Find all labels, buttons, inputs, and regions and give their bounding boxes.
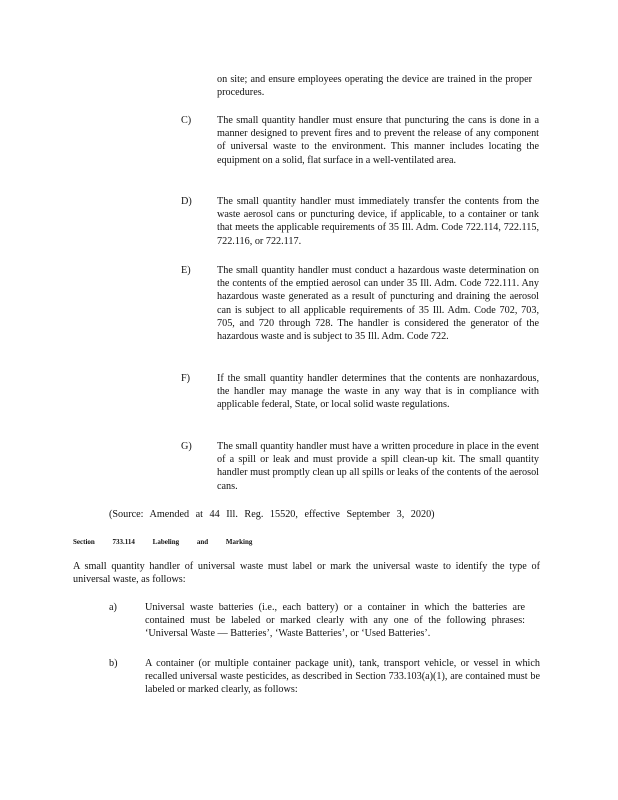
source-note: (Source: Amended at 44 Ill. Reg. 15520, effective September 3, 2020) [109,509,435,520]
item-text-d: The small quantity handler must immediately transfer the contents from the waste aerosol cans or puncturing device, if applicable, to a container or tank that meets the applicable requirements of 35 Ill. Adm. Code 722.114, 722.115, 722.116, or 722.117. [217,196,539,247]
item-text-b: A container (or multiple container package unit), tank, transport vehicle, or vessel in which recalled universal waste pesticides, as described in Section 733.103(a)(1), are contained must be labeled or marked clearly, as follows: [145,658,540,696]
section-title: Labeling and Marking [152,538,253,546]
item-text-f: If the small quantity handler determines that the contents are nonhazardous, the handler may manage the waste in any way that is in compliance with applicable federal, State, or local solid waste regulations. [217,373,539,411]
section-number: 733.114 [112,538,135,546]
item-label-d: D) [181,196,192,207]
item-label-a: a) [109,602,117,613]
item-label-g: G) [181,441,192,452]
section-intro: A small quantity handler of universal waste must label or mark the universal waste to identify the type of universal waste, as follows: [73,561,540,586]
item-text-c: The small quantity handler must ensure that puncturing the cans is done in a manner designed to prevent fires and to prevent the release of any component of universal waste to the environment. This manner includes locating the equipment on a solid, flat surface in a well-ventilated area. [217,115,539,166]
item-label-c: C) [181,115,192,126]
section-word: Section [73,538,95,546]
item-text-a: Universal waste batteries (i.e., each battery) or a container in which the batteries are contained must be labeled or marked clearly with any one of the following phrases: ‘Universal Waste — Batteries’, ‘Waste Batteries’, or ‘Used Batteries’. [145,602,525,640]
continued-paragraph: on site; and ensure employees operating the device are trained in the proper procedures. [217,74,532,99]
item-label-e: E) [181,265,191,276]
item-text-e: The small quantity handler must conduct a hazardous waste determination on the contents of the emptied aerosol can under 35 Ill. Adm. Code 722.111. Any hazardous waste generated as a result of puncturing and draining the aerosol can is subject to all applicable requirements of 35 Ill. Adm. Code 702, 703, 705, and 720 through 728. The handler is considered the generator of the hazardous waste and is subject to 35 Ill. Adm. Code 722. [217,265,539,343]
item-label-f: F) [181,373,191,384]
item-label-b: b) [109,658,118,669]
section-heading [73,537,373,547]
item-text-g: The small quantity handler must have a written procedure in place in the event of a spill or leak and must provide a spill clean-up kit. The small quantity handler must promptly clean up all spills or leaks of the contents of the aerosol cans. [217,441,539,492]
